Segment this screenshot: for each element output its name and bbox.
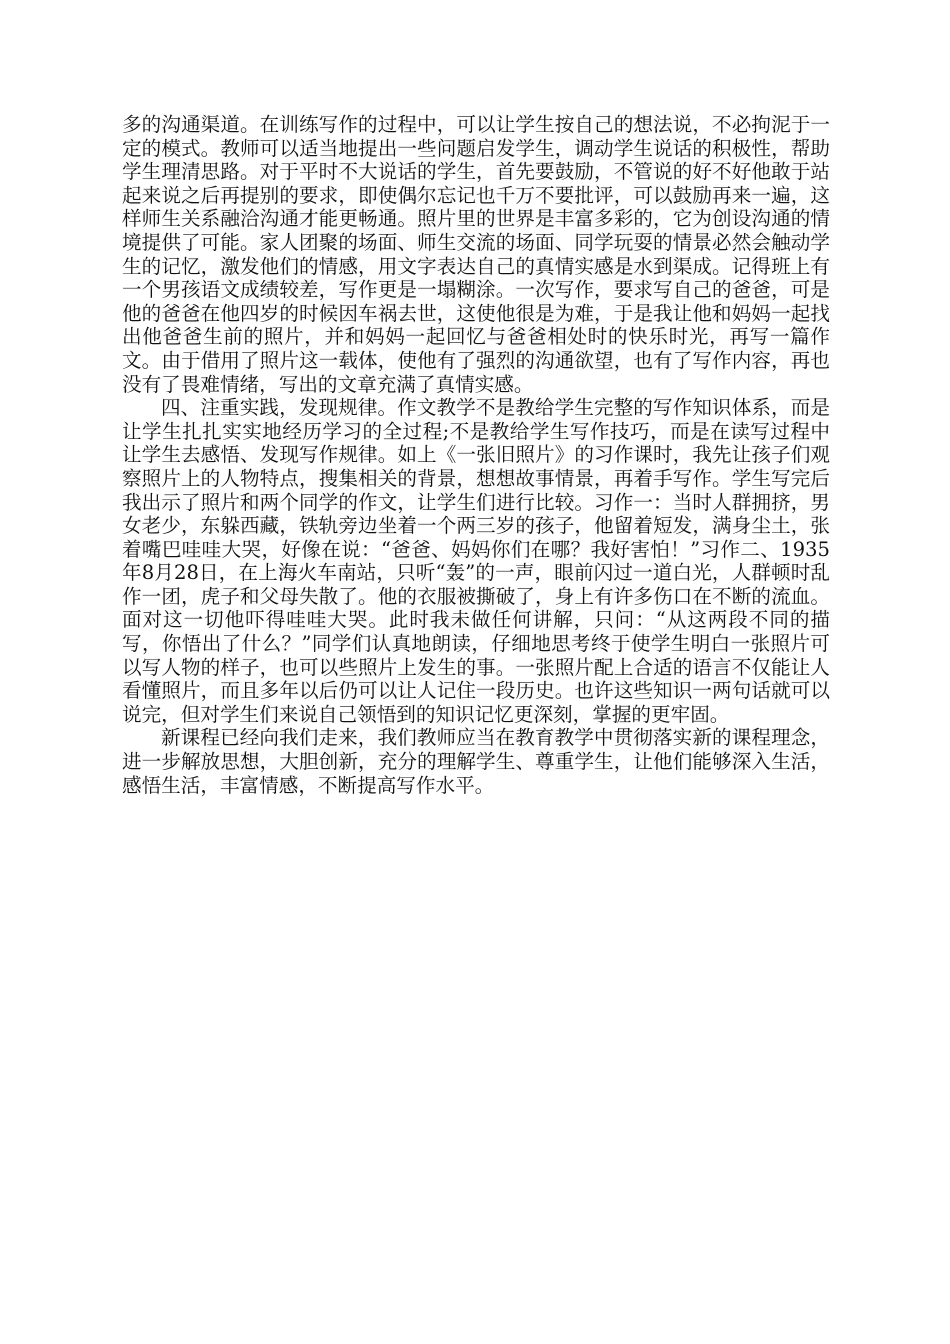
paragraph-continuation: 多的沟通渠道。在训练写作的过程中，可以让学生按自己的想法说，不必拘泥于一定的模式。教师可以适当地提出一些问题启发学生，调动学生说话的积极性，帮助学生理清思路。对于平时不大说话的学生，首先要鼓励，不管说的好不好他敢于站起来说之后再提别的要求，即使偶尔忘记也千万不要批评，可以鼓励再来一遍，这样师生关系融洽沟通才能更畅通。照片里的世界是丰富多彩的，它为创设沟通的情境提供了可能。家人团聚的场面、师生交流的场面、同学玩耍的情景必然会触动学生的记忆，激发他们的情感，用文字表达自己的真情实感是水到渠成。记得班上有一个男孩语文成绩较差，写作更是一塌糊涂。一次写作，要求写自己的爸爸，可是他的爸爸在他四岁的时候因车祸去世，这使他很是为难，于是我让他和妈妈一起找出他爸爸生前的照片，并和妈妈一起回忆与爸爸相处时的快乐时光，再写一篇作文。由于借用了照片这一载体，使他有了强烈的沟通欲望，也有了写作内容，再也没有了畏难情绪，写出的文章充满了真情实感。 — [122, 113, 830, 396]
document-body — [122, 113, 830, 797]
paragraph-practice-rules: 四、注重实践，发现规律。作文教学不是教给学生完整的写作知识体系，而是让学生扎扎实实地经历学习的全过程;不是教给学生写作技巧，而是在读写过程中让学生去感悟、发现写作规律。如上《一张旧照片》的习作课时，我先让孩子们观察照片上的人物特点，搜集相关的背景，想想故事情景，再着手写作。学生写完后我出示了照片和两个同学的作文，让学生们进行比较。习作一：当时人群拥挤，男女老少，东躲西藏，铁轨旁边坐着一个两三岁的孩子，他留着短发，满身尘土，张着嘴巴哇哇大哭，好像在说：“爸爸、妈妈你们在哪？我好害怕！”习作二、1935年8月28日，在上海火车南站，只听“轰”的一声，眼前闪过一道白光，人群顿时乱作一团，虎子和父母失散了。他的衣服被撕破了，身上有许多伤口在不断的流血。面对这一切他吓得哇哇大哭。此时我未做任何讲解，只问：“从这两段不同的描写，你悟出了什么？”同学们认真地朗读，仔细地思考终于使学生明白一张照片可以写人物的样子，也可以些照片上发生的事。一张照片配上合适的语言不仅能让人看懂照片，而且多年以后仍可以让人记住一段历史。也许这些知识一两句话就可以说完，但对学生们来说自己领悟到的知识记忆更深刻，掌握的更牢固。 — [122, 396, 830, 726]
paragraph-conclusion: 新课程已经向我们走来，我们教师应当在教育教学中贯彻落实新的课程理念，进一步解放思想，大胆创新，充分的理解学生、尊重学生，让他们能够深入生活，感悟生活，丰富情感，不断提高写作水平。 — [122, 726, 830, 797]
